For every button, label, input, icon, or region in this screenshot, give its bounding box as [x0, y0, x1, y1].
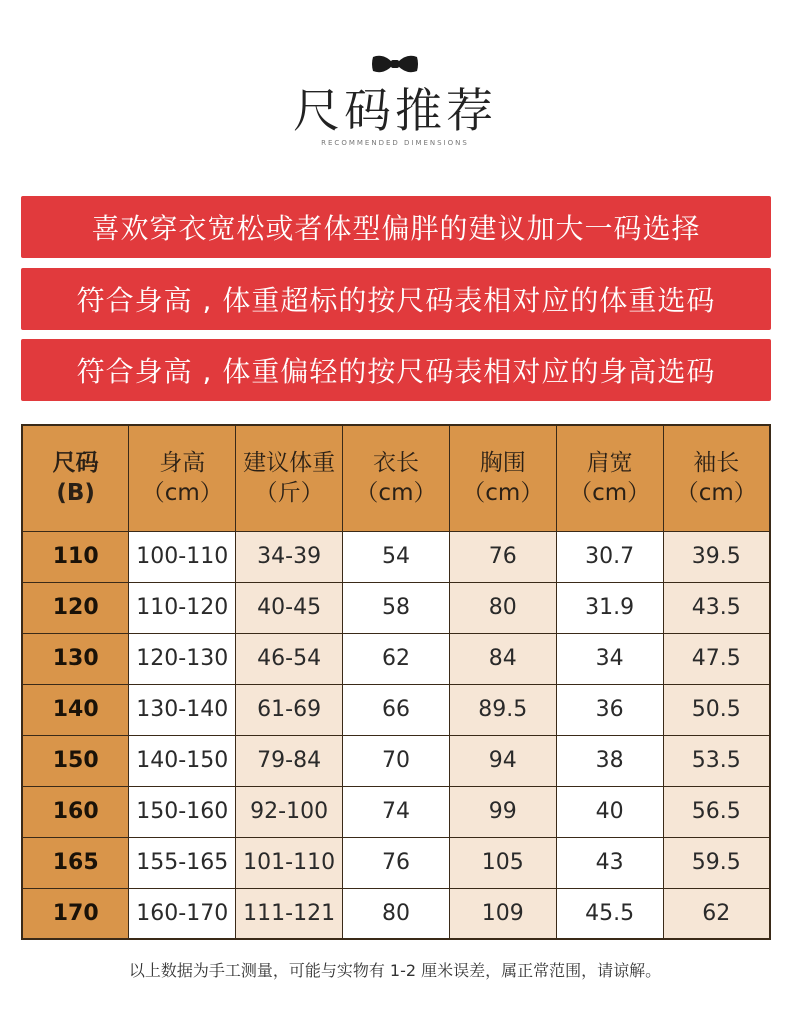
size-cell: 140: [22, 684, 129, 735]
table-cell: 99: [449, 786, 556, 837]
table-cell: 94: [449, 735, 556, 786]
table-body: [22, 531, 770, 939]
page-title: 尺码推荐: [293, 84, 497, 139]
table-cell: 109: [449, 888, 556, 939]
size-cell: 170: [22, 888, 129, 939]
table-cell: 56.5: [663, 786, 770, 837]
banner-tip-2: 符合身高 , 体重超标的按尺码表相对应的体重选码: [21, 268, 771, 330]
table-cell: 40: [556, 786, 663, 837]
table-header-row: [22, 425, 770, 531]
table-row: [22, 786, 770, 837]
table-cell: 79-84: [236, 735, 343, 786]
table-cell: 120-130: [129, 633, 236, 684]
header-size: 尺码 (B): [22, 425, 129, 531]
table-cell: 70: [343, 735, 450, 786]
table-cell: 38: [556, 735, 663, 786]
table-cell: 150-160: [129, 786, 236, 837]
table-cell: 100-110: [129, 531, 236, 582]
table-cell: 53.5: [663, 735, 770, 786]
table-cell: 84: [449, 633, 556, 684]
table-cell: 140-150: [129, 735, 236, 786]
table-cell: 30.7: [556, 531, 663, 582]
table-cell: 58: [343, 582, 450, 633]
table-cell: 36: [556, 684, 663, 735]
table-row: [22, 531, 770, 582]
table-cell: 130-140: [129, 684, 236, 735]
table-cell: 105: [449, 837, 556, 888]
table-cell: 45.5: [556, 888, 663, 939]
size-cell: 110: [22, 531, 129, 582]
table-row: [22, 888, 770, 939]
banner-tip-1: 喜欢穿衣宽松或者体型偏胖的建议加大一码选择: [21, 196, 771, 258]
table-cell: 47.5: [663, 633, 770, 684]
table-cell: 80: [449, 582, 556, 633]
table-cell: 39.5: [663, 531, 770, 582]
size-cell: 150: [22, 735, 129, 786]
header-weight: 建议体重 （斤）: [236, 425, 343, 531]
table-cell: 155-165: [129, 837, 236, 888]
table-row: [22, 633, 770, 684]
header-length: 衣长 （cm）: [343, 425, 450, 531]
header-shoulder: 肩宽 （cm）: [556, 425, 663, 531]
table-cell: 101-110: [236, 837, 343, 888]
table-cell: 80: [343, 888, 450, 939]
table-cell: 76: [343, 837, 450, 888]
size-cell: 165: [22, 837, 129, 888]
table-cell: 160-170: [129, 888, 236, 939]
table-row: [22, 735, 770, 786]
bowtie-icon: [371, 53, 419, 75]
table-cell: 43.5: [663, 582, 770, 633]
table-cell: 66: [343, 684, 450, 735]
table-cell: 43: [556, 837, 663, 888]
size-table: [21, 424, 771, 940]
page-subtitle: RECOMMENDED DIMENSIONS: [321, 139, 469, 147]
table-cell: 76: [449, 531, 556, 582]
table-cell: 40-45: [236, 582, 343, 633]
table-cell: 62: [663, 888, 770, 939]
table-cell: 34-39: [236, 531, 343, 582]
table-cell: 89.5: [449, 684, 556, 735]
table-cell: 61-69: [236, 684, 343, 735]
banner-tip-3: 符合身高 , 体重偏轻的按尺码表相对应的身高选码: [21, 339, 771, 401]
table-row: [22, 684, 770, 735]
table-cell: 59.5: [663, 837, 770, 888]
table-row: [22, 837, 770, 888]
table-cell: 31.9: [556, 582, 663, 633]
footnote: 以上数据为手工测量，可能与实物有 1-2 厘米误差，属正常范围，请谅解。: [128, 961, 662, 980]
header-height: 身高 （cm）: [129, 425, 236, 531]
header-sleeve: 袖长 （cm）: [663, 425, 770, 531]
table-cell: 34: [556, 633, 663, 684]
size-cell: 130: [22, 633, 129, 684]
table-cell: 62: [343, 633, 450, 684]
table-cell: 110-120: [129, 582, 236, 633]
table-cell: 54: [343, 531, 450, 582]
size-cell: 120: [22, 582, 129, 633]
table-row: [22, 582, 770, 633]
table-cell: 74: [343, 786, 450, 837]
table-cell: 92-100: [236, 786, 343, 837]
size-cell: 160: [22, 786, 129, 837]
table-cell: 46-54: [236, 633, 343, 684]
table-cell: 50.5: [663, 684, 770, 735]
header-chest: 胸围 （cm）: [449, 425, 556, 531]
table-cell: 111-121: [236, 888, 343, 939]
